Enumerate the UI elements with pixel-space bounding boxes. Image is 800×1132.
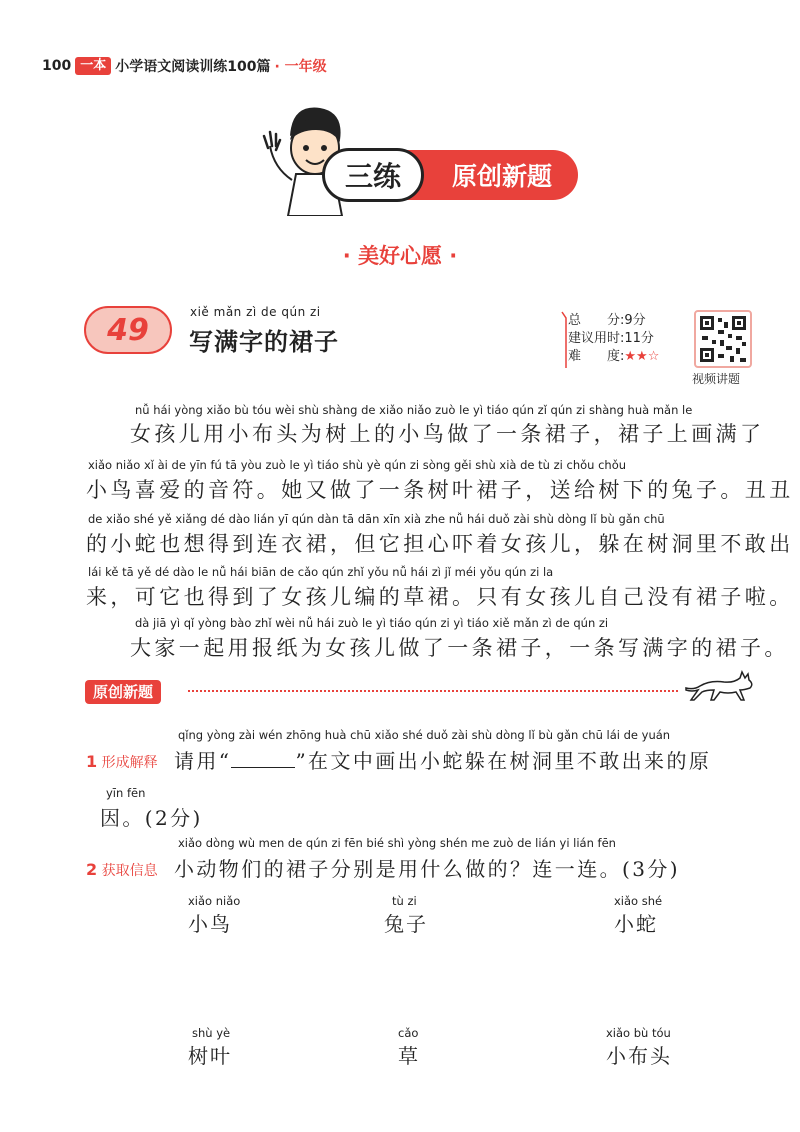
question-1-text-after: ”在文中画出小蛇躲在树洞里不敢出来的原: [295, 749, 712, 773]
qr-code-icon[interactable]: [694, 310, 752, 368]
match-top-pinyin-1: xiǎo niǎo: [188, 894, 241, 908]
match-bottom-item-3[interactable]: 小布头: [606, 1044, 672, 1068]
page-header: [42, 56, 327, 76]
question-1-pinyin-2: yīn fēn: [106, 786, 146, 800]
lesson-number-badge: 49: [84, 306, 172, 354]
time-value: 11分: [624, 331, 654, 346]
question-1-text-before: 请用“: [174, 749, 232, 773]
match-bottom-pinyin-1: shù yè: [192, 1026, 231, 1040]
question-2-text: 小动物们的裙子分别是用什么做的？连一连。(3分): [174, 857, 680, 881]
total-score-label: 总 分:: [568, 313, 625, 328]
question-1-pinyin: qǐng yòng zài wén zhōng huà chū xiǎo shé duǒ zài shù dòng lǐ bù gǎn chū lái de yuán: [178, 728, 671, 742]
match-bottom-item-1[interactable]: 树叶: [188, 1044, 232, 1068]
theme-title: · 美好心愿 ·: [342, 244, 458, 268]
lesson-title: 写满字的裙子: [189, 328, 339, 356]
difficulty-row: [568, 348, 690, 366]
passage-line-2: 小鸟喜爱的音符。她又做了一条树叶裙子，送给树下的兔子。丑丑: [86, 478, 794, 502]
match-top-pinyin-3: xiǎo shé: [614, 894, 663, 908]
passage-pinyin-2: xiǎo niǎo xǐ ài de yīn fú tā yòu zuò le yì tiáo shù yè qún zi sòng gěi shù xià de tù zi chǒu chǒu: [88, 458, 627, 472]
page-number: 100: [42, 58, 72, 74]
match-top-item-1[interactable]: 小鸟: [188, 912, 232, 936]
question-1-text-2: 因。(2分): [100, 806, 203, 830]
book-title: 小学语文阅读训练100篇: [115, 59, 271, 75]
lesson-title-pinyin: xiě mǎn zì de qún zi: [190, 305, 321, 319]
passage-pinyin-4: lái kě tā yě dé dào le nǚ hái biān de cǎo qún zhǐ yǒu nǚ hái zì jǐ méi yǒu qún zi la: [88, 565, 554, 579]
dotted-divider: [188, 690, 678, 692]
banner-sub-label: 原创新题: [451, 162, 552, 191]
brand-badge: 一本: [75, 57, 111, 75]
match-top-pinyin-2: tù zi: [392, 894, 417, 908]
section-heading: 原创新题: [85, 680, 161, 704]
info-box: [568, 312, 690, 366]
section-banner: [322, 150, 578, 200]
passage-pinyin-1: nǚ hái yòng xiǎo bù tóu wèi shù shàng de xiǎo niǎo zuò le yì tiáo qún zǐ qún zi shàng huà mǎn le: [135, 403, 693, 417]
answer-blank[interactable]: [231, 751, 295, 768]
question-2-type: 获取信息: [101, 863, 158, 879]
passage-line-5: 大家一起用报纸为女孩儿做了一条裙子，一条写满字的裙子。: [130, 636, 789, 660]
total-score-row: [568, 312, 690, 330]
match-top-item-2[interactable]: 兔子: [384, 912, 428, 936]
question-2-number: 2: [86, 860, 98, 879]
question-1-type: 形成解释: [101, 755, 158, 771]
time-label: 建议用时:: [568, 331, 625, 346]
passage-line-4: 来，可它也得到了女孩儿编的草裙。只有女孩儿自己没有裙子啦。: [86, 585, 794, 609]
difficulty-label: 难 度:: [568, 349, 625, 364]
match-bottom-pinyin-3: xiǎo bù tóu: [606, 1026, 671, 1040]
match-bottom-item-2[interactable]: 草: [398, 1044, 420, 1068]
grade-label: · 一年级: [274, 59, 327, 75]
cat-icon: [684, 668, 756, 704]
time-row: [568, 330, 690, 348]
banner-main-label: 三练: [322, 148, 424, 202]
question-2-label: [86, 860, 158, 880]
video-label: 视频讲题: [692, 372, 741, 386]
passage-line-1: 女孩儿用小布头为树上的小鸟做了一条裙子，裙子上画满了: [130, 422, 765, 446]
match-top-item-3[interactable]: 小蛇: [614, 912, 658, 936]
question-1-text: [174, 745, 711, 774]
passage-line-3: 的小蛇也想得到连衣裙，但它担心吓着女孩儿，躲在树洞里不敢出: [86, 532, 794, 556]
question-1-label: [86, 752, 158, 772]
total-score-value: 9分: [624, 313, 646, 328]
passage-pinyin-5: dà jiā yì qǐ yòng bào zhǐ wèi nǚ hái zuò le yì tiáo qún zi yì tiáo xiě mǎn zì de qún zi: [135, 616, 609, 630]
question-1-number: 1: [86, 752, 98, 771]
passage-pinyin-3: de xiǎo shé yě xiǎng dé dào lián yī qún dàn tā dān xīn xià zhe nǚ hái duǒ zài shù dòng lǐ bù gǎn chū: [88, 512, 665, 526]
difficulty-stars: ★★☆: [624, 349, 660, 364]
question-2-pinyin: xiǎo dòng wù men de qún zi fēn bié shì yòng shén me zuò de lián yi lián fēn: [178, 836, 616, 850]
match-bottom-pinyin-2: cǎo: [398, 1026, 419, 1040]
